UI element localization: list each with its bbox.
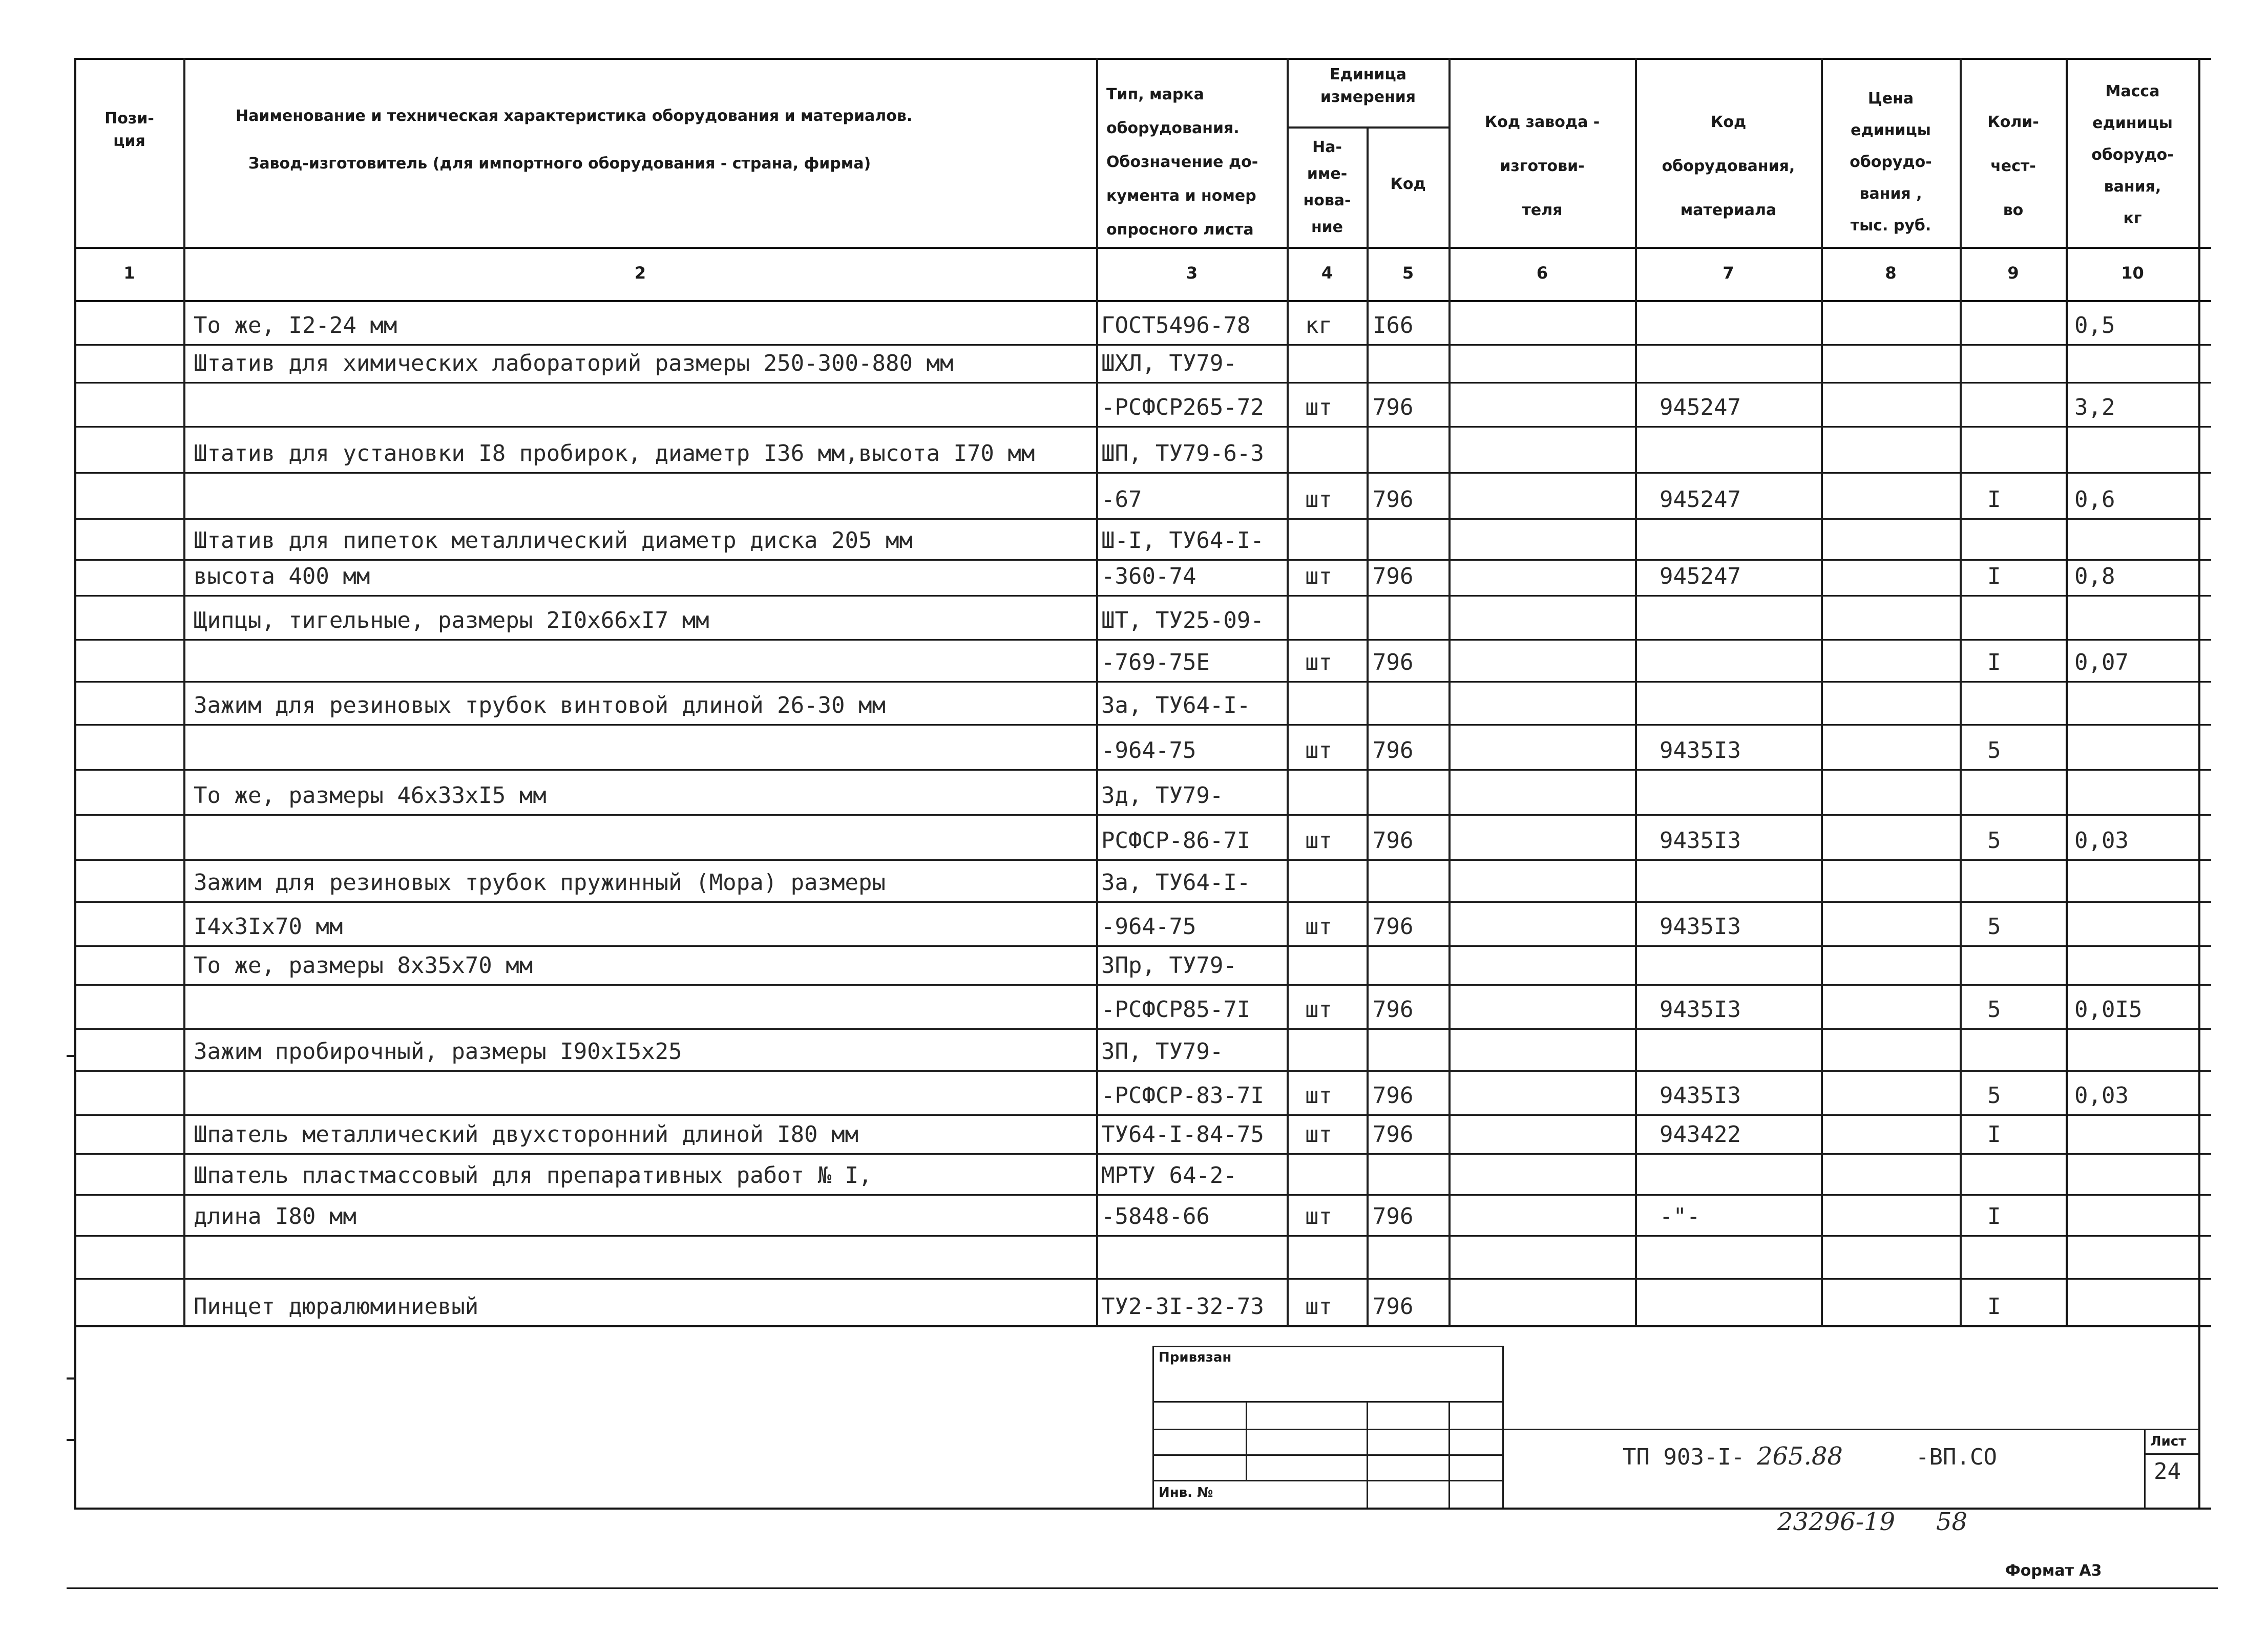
cell-name: Зажим пробирочный, размеры I90хI5х25 — [194, 1038, 682, 1065]
row-rule — [74, 382, 2211, 384]
cell-unit-code: 796 — [1373, 1293, 1414, 1320]
rule — [1367, 1401, 1368, 1508]
row-rule — [74, 518, 2211, 520]
row-rule — [74, 559, 2211, 561]
cell-unit: шт — [1305, 649, 1332, 675]
rule — [2144, 1453, 2198, 1455]
cell-code: 9435I3 — [1660, 828, 1741, 854]
header-price: Цена единицы оборудо- вания , тыс. руб. — [1850, 90, 1932, 235]
cell-type: -РСФСР-83-7I — [1101, 1083, 1264, 1109]
cell-qty: 5 — [1987, 1083, 2001, 1109]
row-rule — [74, 1278, 2211, 1280]
colnum-1: 1 — [123, 263, 135, 283]
row-rule — [74, 1235, 2211, 1237]
cell-mass: 0,6 — [2074, 486, 2115, 513]
rule — [1502, 1346, 1504, 1508]
cell-type: ШХЛ, ТУ79- — [1101, 350, 1237, 376]
rule — [1152, 1346, 1154, 1508]
cell-type: -РСФСР265-72 — [1101, 394, 1264, 420]
header-factory-code: Код завода - изготови- теля — [1484, 113, 1600, 219]
header-unit-group: Единица измерения — [1320, 66, 1416, 106]
cell-name: I4х3Iх70 мм — [194, 914, 343, 940]
cell-type: ГОСТ5496-78 — [1101, 312, 1251, 338]
colnum-2: 2 — [634, 263, 646, 283]
cell-unit-code: 796 — [1373, 1203, 1414, 1229]
rule — [74, 247, 2211, 249]
cell-unit-code: 796 — [1373, 996, 1414, 1023]
doc-prefix: ТП 903-I- — [1623, 1444, 1745, 1470]
rule — [74, 1325, 2211, 1327]
cell-mass: 0,8 — [2074, 563, 2115, 589]
cell-unit-code: 796 — [1373, 486, 1414, 513]
cell-unit: шт — [1305, 828, 1332, 854]
colnum-6: 6 — [1536, 263, 1548, 283]
cell-unit: шт — [1305, 1121, 1332, 1148]
cell-qty: 5 — [1987, 828, 2001, 854]
cell-type: МРТУ 64-2- — [1101, 1162, 1237, 1189]
row-rule — [74, 472, 2211, 474]
rule — [74, 300, 2211, 302]
cell-type: -360-74 — [1101, 563, 1196, 589]
cell-type: РСФСР-86-7I — [1101, 828, 1251, 854]
cell-unit: шт — [1305, 394, 1332, 420]
row-rule — [74, 984, 2211, 986]
header-quantity: Коли- чест- во — [1987, 113, 2039, 219]
row-rule — [74, 769, 2211, 771]
cell-unit: кг — [1305, 312, 1332, 338]
cell-type: ЗП, ТУ79- — [1101, 1038, 1224, 1065]
cell-unit: шт — [1305, 1083, 1332, 1109]
cell-mass: 0,0I5 — [2074, 996, 2143, 1023]
cell-name: Шпатель металлический двухсторонний длиной I80 мм — [194, 1121, 859, 1148]
cell-unit: шт — [1305, 737, 1332, 764]
cell-unit: шт — [1305, 563, 1332, 589]
cell-type: ШТ, ТУ25-09- — [1101, 607, 1264, 633]
header-equipment-code: Код оборудования, материала — [1662, 113, 1795, 219]
row-rule — [74, 595, 2211, 597]
rule — [1502, 1429, 2199, 1430]
cell-name: То же, размеры 8х35х70 мм — [194, 952, 533, 979]
cell-type: За, ТУ64-I- — [1101, 692, 1251, 718]
cell-code: 9435I3 — [1660, 1083, 1741, 1109]
cell-unit: шт — [1305, 1293, 1332, 1320]
rule — [1152, 1454, 1504, 1456]
cell-type: -964-75 — [1101, 737, 1196, 764]
cell-type: Зд, ТУ79- — [1101, 782, 1224, 809]
margin-tick — [67, 1439, 75, 1441]
cell-mass: 0,03 — [2074, 828, 2129, 854]
rule — [1960, 58, 1962, 1326]
rule — [1367, 126, 1369, 1326]
rule — [1152, 1401, 1504, 1403]
rule — [2198, 58, 2200, 1509]
row-rule — [74, 344, 2211, 346]
privyazan-label: Привязан — [1159, 1350, 1232, 1365]
rule — [1287, 58, 1289, 1326]
cell-qty: 5 — [1987, 996, 2001, 1023]
cell-code: 943422 — [1660, 1121, 1741, 1148]
rule — [2144, 1429, 2146, 1509]
cell-code: -"- — [1660, 1203, 1700, 1229]
cell-unit-code: 796 — [1373, 737, 1414, 764]
cell-unit: шт — [1305, 1203, 1332, 1229]
colnum-7: 7 — [1723, 263, 1734, 283]
colnum-8: 8 — [1885, 263, 1897, 283]
cell-name: длина I80 мм — [194, 1203, 356, 1229]
doc-suffix: -ВП.СО — [1916, 1444, 1997, 1470]
cell-type: -5848-66 — [1101, 1203, 1210, 1229]
margin-tick — [67, 1055, 75, 1057]
inv-no-label: Инв. № — [1159, 1485, 1213, 1500]
rule — [1635, 58, 1637, 1326]
cell-qty: I — [1987, 649, 2001, 675]
header-position: Пози- ция — [104, 110, 154, 150]
rule — [1821, 58, 1823, 1326]
cell-code: 945247 — [1660, 563, 1741, 589]
header-name-line2: Завод-изготовитель (для импортного оборудования - страна, фирма) — [248, 155, 871, 173]
cell-qty: I — [1987, 1121, 2001, 1148]
cell-unit-code: 796 — [1373, 649, 1414, 675]
cell-name: Штатив для химических лабораторий размеры 250-300-880 мм — [194, 350, 954, 376]
sheet-label: Лист — [2150, 1434, 2187, 1449]
cell-type: За, ТУ64-I- — [1101, 869, 1251, 896]
rule — [1152, 1429, 1504, 1430]
cell-name: То же, размеры 46х33хI5 мм — [194, 782, 547, 809]
header-unit-name: На- име- нова- ние — [1303, 138, 1351, 236]
colnum-4: 4 — [1321, 263, 1333, 283]
cell-code: 9435I3 — [1660, 914, 1741, 940]
cell-qty: I — [1987, 486, 2001, 513]
cell-unit: шт — [1305, 914, 1332, 940]
row-rule — [74, 945, 2211, 947]
cell-name: Штатив для установки I8 пробирок, диаметр I36 мм,высота I70 мм — [194, 440, 1035, 466]
rule — [1152, 1480, 1504, 1481]
row-rule — [74, 426, 2211, 428]
header-unit-code: Код — [1390, 175, 1426, 193]
cell-type: ТУ2-3I-32-73 — [1101, 1293, 1264, 1320]
cell-qty: I — [1987, 1203, 2001, 1229]
header-type: Тип, марка оборудования. Обозначение до- кумента и номер опросного листа — [1106, 86, 1258, 239]
rule — [183, 58, 185, 1326]
sheet-number: 24 — [2154, 1458, 2181, 1484]
cell-unit-code: 796 — [1373, 828, 1414, 854]
rule — [74, 58, 2211, 60]
rule — [1448, 1401, 1450, 1508]
row-rule — [74, 1153, 2211, 1155]
cell-name: Штатив для пипеток металлический диаметр диска 205 мм — [194, 527, 913, 554]
row-rule — [74, 1194, 2211, 1196]
cell-code: 9435I3 — [1660, 996, 1741, 1023]
cell-code: 945247 — [1660, 486, 1741, 513]
row-rule — [74, 639, 2211, 641]
cell-name: Пинцет дюралюминиевый — [194, 1293, 479, 1320]
cell-unit-code: 796 — [1373, 394, 1414, 420]
cell-name: Шпатель пластмассовый для препаративных работ № I, — [194, 1162, 872, 1189]
cell-mass: 3,2 — [2074, 394, 2115, 420]
cell-unit-code: 796 — [1373, 1121, 1414, 1148]
cell-name: Зажим для резиновых трубок пружинный (Мора) размеры — [194, 869, 886, 896]
format-label: Формат А3 — [2005, 1562, 2102, 1580]
cell-name: высота 400 мм — [194, 563, 370, 589]
cell-mass: 0,07 — [2074, 649, 2129, 675]
row-rule — [74, 1114, 2211, 1116]
rule — [2066, 58, 2068, 1326]
cell-mass: 0,5 — [2074, 312, 2115, 338]
row-rule — [74, 901, 2211, 903]
margin-tick — [67, 1377, 75, 1380]
row-rule — [74, 814, 2211, 816]
rule — [1246, 1401, 1247, 1481]
archive-page: 58 — [1936, 1508, 1968, 1536]
cell-type: Ш-I, ТУ64-I- — [1101, 527, 1264, 554]
cell-type: ЗПр, ТУ79- — [1101, 952, 1237, 979]
cell-name: Щипцы, тигельные, размеры 2I0х66хI7 мм — [194, 607, 709, 633]
row-rule — [74, 1028, 2211, 1030]
cell-type: -РСФСР85-7I — [1101, 996, 1251, 1023]
cell-type: ШП, ТУ79-6-3 — [1101, 440, 1264, 466]
cell-qty: I — [1987, 563, 2001, 589]
colnum-5: 5 — [1402, 263, 1414, 283]
cell-unit-code: 796 — [1373, 563, 1414, 589]
cell-unit-code: 796 — [1373, 914, 1414, 940]
cell-unit: шт — [1305, 996, 1332, 1023]
cell-type: -964-75 — [1101, 914, 1196, 940]
cell-name: Зажим для резиновых трубок винтовой длиной 26-30 мм — [194, 692, 886, 718]
cell-type: -769-75Е — [1101, 649, 1210, 675]
cell-unit-code: I66 — [1373, 312, 1414, 338]
doc-number-handwritten: 265.88 — [1757, 1442, 1843, 1471]
rule — [1448, 58, 1451, 1326]
cell-name: То же, I2-24 мм — [194, 312, 397, 338]
rule — [1152, 1346, 1504, 1347]
cell-code: 9435I3 — [1660, 737, 1741, 764]
colnum-3: 3 — [1186, 263, 1198, 283]
header-name-line1: Наименование и техническая характеристика оборудования и материалов. — [236, 107, 913, 125]
cell-mass: 0,03 — [2074, 1083, 2129, 1109]
cell-qty: 5 — [1987, 914, 2001, 940]
row-rule — [74, 1070, 2211, 1072]
cell-type: -67 — [1101, 486, 1142, 513]
colnum-10: 10 — [2121, 263, 2144, 283]
cell-qty: I — [1987, 1293, 2001, 1320]
rule — [1096, 58, 1098, 1326]
colnum-9: 9 — [2007, 263, 2019, 283]
cell-qty: 5 — [1987, 737, 2001, 764]
cell-type: ТУ64-I-84-75 — [1101, 1121, 1264, 1148]
cell-unit-code: 796 — [1373, 1083, 1414, 1109]
row-rule — [74, 724, 2211, 726]
cell-code: 945247 — [1660, 394, 1741, 420]
header-mass: Масса единицы оборудо- вания, кг — [2091, 82, 2174, 227]
rule — [67, 1587, 2218, 1589]
row-rule — [74, 859, 2211, 861]
archive-number: 23296-19 — [1777, 1508, 1895, 1536]
row-rule — [74, 681, 2211, 683]
cell-unit: шт — [1305, 486, 1332, 513]
